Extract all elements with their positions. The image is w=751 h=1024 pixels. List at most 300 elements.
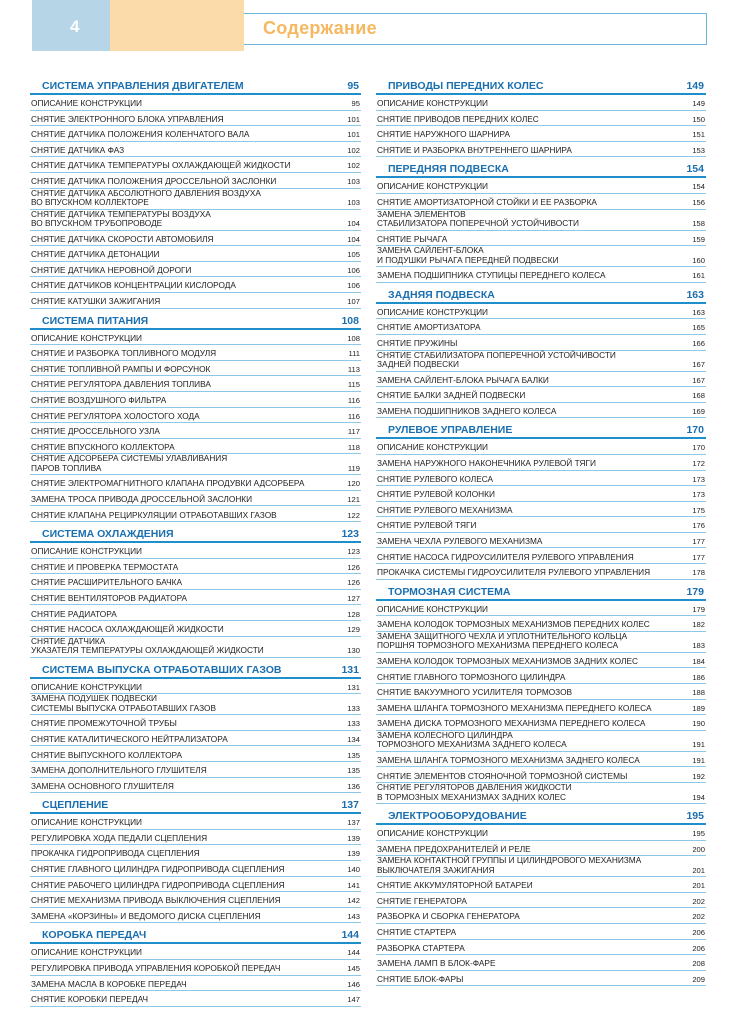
toc-entry-page: 172 (692, 459, 705, 468)
toc-entry-page: 127 (347, 593, 360, 603)
toc-entry[interactable] (376, 825, 706, 841)
toc-entry[interactable] (376, 877, 706, 893)
toc-entry[interactable] (376, 856, 706, 877)
section-page-number: 95 (347, 80, 359, 92)
toc-entry-page: 103 (347, 198, 360, 208)
toc-entry-title: СНЯТИЕ ГЕНЕРАТОРА (377, 895, 467, 906)
toc-entry-title: ОПИСАНИЕ КОНСТРУКЦИИ (31, 681, 143, 692)
toc-entry-title: СНЯТИЕ ДАТЧИКА ТЕМПЕРАТУРЫ ВОЗДУХА ВО ВПУСКНОМ ТРУБОПРОВОДЕ (31, 208, 211, 229)
toc-entry-page: 133 (347, 703, 360, 713)
toc-entry[interactable] (376, 471, 706, 487)
page-title: Содержание (263, 18, 377, 38)
toc-entry-title: СНЯТИЕ СТАРТЕРА (377, 927, 457, 938)
toc-entry-page: 117 (347, 427, 360, 437)
toc-entry-page: 129 (347, 625, 360, 635)
toc-entry-title: СНЯТИЕ ДАТЧИКА СКОРОСТИ АВТОМОБИЛЯ (31, 233, 214, 244)
toc-entry[interactable] (30, 475, 361, 491)
toc-entry-page: 120 (347, 479, 360, 489)
toc-entry[interactable] (30, 814, 361, 830)
toc-entry[interactable] (30, 637, 361, 658)
toc-entry-title: РАЗБОРКА СТАРТЕРА (377, 942, 465, 953)
section-title: ЗАДНЯЯ ПОДВЕСКА (388, 288, 495, 301)
toc-entry[interactable] (30, 605, 361, 621)
toc-entry-title: ОПИСАНИЕ КОНСТРУКЦИИ (377, 828, 489, 839)
toc-column-right (376, 78, 706, 986)
toc-entry-page: 108 (347, 333, 360, 343)
toc-entry-title: ОПИСАНИЕ КОНСТРУКЦИИ (377, 98, 489, 109)
toc-entry-page: 208 (692, 959, 705, 969)
toc-entry-page: 167 (692, 360, 705, 370)
toc-entry-page: 121 (347, 494, 360, 504)
toc-entry-page: 113 (347, 364, 360, 374)
toc-entry-page: 134 (347, 734, 360, 744)
toc-entry[interactable] (30, 157, 361, 173)
toc-entry[interactable] (376, 111, 706, 127)
toc-entry-page: 188 (692, 688, 705, 698)
toc-entry-page: 115 (347, 380, 360, 390)
toc-entry-page: 200 (692, 844, 705, 854)
toc-entry-page: 130 (347, 646, 360, 656)
toc-section-heading[interactable] (376, 422, 706, 439)
toc-entry-page: 165 (692, 323, 705, 333)
toc-entry-title: СНЯТИЕ ДАТЧИКА ФАЗ (31, 144, 125, 155)
toc-entry-title: СНЯТИЕ РАДИАТОРА (31, 608, 117, 619)
toc-entry-page: 170 (692, 443, 705, 453)
toc-entry-page: 133 (347, 719, 360, 729)
toc-entry-page: 101 (347, 130, 360, 140)
toc-entry-title: ЗАМЕНА ОСНОВНОГО ГЛУШИТЕЛЯ (31, 780, 174, 791)
page-number: 4 (70, 17, 80, 36)
toc-entry-page: 140 (347, 865, 360, 875)
toc-section-heading[interactable] (376, 584, 706, 601)
toc-entry[interactable] (376, 601, 706, 617)
toc-entry-title: РЕГУЛИРОВКА ХОДА ПЕДАЛИ СЦЕПЛЕНИЯ (31, 832, 208, 843)
toc-section-heading[interactable] (30, 313, 361, 330)
toc-entry[interactable] (376, 783, 706, 804)
toc-entry[interactable] (30, 559, 361, 575)
toc-column-left (30, 78, 361, 1007)
toc-entry[interactable] (376, 142, 706, 158)
toc-entry-page: 128 (347, 609, 360, 619)
toc-entry[interactable] (30, 361, 361, 377)
toc-entry-title: ПРОКАЧКА СИСТЕМЫ ГИДРОУСИЛИТЕЛЯ РУЛЕВОГО УПРАВЛЕНИЯ (377, 567, 651, 578)
toc-entry[interactable] (376, 126, 706, 142)
toc-entry-page: 190 (692, 719, 705, 729)
toc-entry-title: СНЯТИЕ РУЛЕВОЙ ТЯГИ (377, 520, 477, 531)
toc-entry-page: 153 (692, 145, 705, 155)
toc-entry[interactable] (30, 877, 361, 893)
toc-entry[interactable] (376, 752, 706, 768)
toc-entry-page: 177 (692, 536, 705, 546)
toc-entry[interactable] (376, 700, 706, 716)
toc-entry-title: ЗАМЕНА КОЛОДОК ТОРМОЗНЫХ МЕХАНИЗМОВ ЗАДНИХ КОЛЕС (377, 655, 638, 666)
toc-entry[interactable] (376, 893, 706, 909)
toc-entry[interactable] (376, 940, 706, 956)
section-title: КОРОБКА ПЕРЕДАЧ (42, 929, 147, 942)
toc-entry-title: ЗАМЕНА ШЛАНГА ТОРМОЗНОГО МЕХАНИЗМА ЗАДНЕГО КОЛЕСА (377, 754, 640, 765)
toc-entry-title: ЗАМЕНА «КОРЗИНЫ» И ВЕДОМОГО ДИСКА СЦЕПЛЕНИЯ (31, 910, 261, 921)
toc-entry-page: 154 (692, 182, 705, 192)
toc-entry-page: 209 (692, 974, 705, 984)
toc-entry-page: 104 (347, 234, 360, 244)
toc-entry-title: СНЯТИЕ ДАТЧИКА УКАЗАТЕЛЯ ТЕМПЕРАТУРЫ ОХЛАЖДАЮЩЕЙ ЖИДКОСТИ (31, 635, 264, 656)
toc-entry[interactable] (376, 319, 706, 335)
toc-entry-page: 151 (692, 130, 705, 140)
toc-entry-page: 178 (692, 568, 705, 578)
toc-entry[interactable] (30, 189, 361, 210)
section-title: ПЕРЕДНЯЯ ПОДВЕСКА (388, 163, 509, 176)
toc-entry-title: СНЯТИЕ НАСОСА ГИДРОУСИЛИТЕЛЯ РУЛЕВОГО УПРАВЛЕНИЯ (377, 551, 634, 562)
toc-entry-title: СНЯТИЕ ЭЛЕКТРОННОГО БЛОКА УПРАВЛЕНИЯ (31, 113, 224, 124)
toc-entry-title: СНЯТИЕ ПРИВОДОВ ПЕРЕДНИХ КОЛЕС (377, 113, 539, 124)
toc-entry[interactable] (30, 694, 361, 715)
toc-entry-page: 102 (347, 145, 360, 155)
toc-entry[interactable] (30, 960, 361, 976)
toc-entry[interactable] (30, 210, 361, 231)
toc-entry[interactable] (376, 194, 706, 210)
toc-entry-page: 202 (692, 912, 705, 922)
toc-entry-title: ОПИСАНИЕ КОНСТРУКЦИИ (31, 817, 143, 828)
toc-entry-page: 101 (347, 114, 360, 124)
toc-entry[interactable] (376, 564, 706, 580)
toc-entry-page: 179 (692, 604, 705, 614)
toc-entry-page: 184 (692, 656, 705, 666)
toc-entry-page: 183 (692, 641, 705, 651)
toc-entry[interactable] (376, 372, 706, 388)
toc-entry[interactable] (376, 335, 706, 351)
toc-entry[interactable] (30, 277, 361, 293)
toc-entry-page: 191 (692, 755, 705, 765)
section-page-number: 163 (686, 288, 704, 301)
toc-entry[interactable] (30, 408, 361, 424)
toc-entry[interactable] (30, 376, 361, 392)
toc-section-heading[interactable] (376, 78, 706, 95)
toc-entry[interactable] (30, 908, 361, 924)
toc-entry-title: СНЯТИЕ И РАЗБОРКА ТОПЛИВНОГО МОДУЛЯ (31, 348, 217, 359)
toc-entry-title: ЗАМЕНА САЙЛЕНТ-БЛОКА РЫЧАГА БАЛКИ (377, 374, 549, 385)
toc-entry-title: ЗАМЕНА ЛАМП В БЛОК-ФАРЕ (377, 958, 496, 969)
toc-entry[interactable] (376, 971, 706, 987)
toc-entry-title: СНЯТИЕ ВОЗДУШНОГО ФИЛЬТРА (31, 395, 167, 405)
toc-entry[interactable] (30, 293, 361, 309)
toc-entry-title: СНЯТИЕ ВЕНТИЛЯТОРОВ РАДИАТОРА (31, 592, 188, 603)
toc-entry-page: 182 (692, 620, 705, 630)
toc-entry-page: 144 (347, 948, 360, 958)
toc-entry[interactable] (30, 173, 361, 189)
toc-entry-title: СНЯТИЕ ДАТЧИКА НЕРОВНОЙ ДОРОГИ (31, 264, 192, 275)
toc-entry-title: СНЯТИЕ РАСШИРИТЕЛЬНОГО БАЧКА (31, 577, 183, 588)
toc-entry-title: СНЯТИЕ ВПУСКНОГО КОЛЛЕКТОРА (31, 441, 175, 452)
toc-entry-title: ЗАМЕНА ШЛАНГА ТОРМОЗНОГО МЕХАНИЗМА ПЕРЕДНЕГО КОЛЕСА (377, 702, 652, 713)
toc-entry-title: СНЯТИЕ ДАТЧИКА ПОЛОЖЕНИЯ ДРОССЕЛЬНОЙ ЗАСЛОНКИ (31, 176, 277, 187)
toc-entry-page: 122 (347, 510, 360, 520)
toc-entry-page: 194 (692, 792, 705, 802)
toc-entry[interactable] (30, 95, 361, 111)
toc-entry-title: СНЯТИЕ БЛОК-ФАРЫ (377, 973, 464, 984)
section-page-number: 144 (341, 929, 359, 942)
toc-section-heading[interactable] (30, 927, 361, 944)
toc-entry-title: СНЯТИЕ НАРУЖНОГО ШАРНИРА (377, 129, 511, 140)
toc-entry-title: ЗАМЕНА ЧЕХЛА РУЛЕВОГО МЕХАНИЗМА (377, 535, 543, 546)
toc-entry-title: СНЯТИЕ НАСОСА ОХЛАЖДАЮЩЕЙ ЖИДКОСТИ (31, 624, 224, 635)
toc-entry-title: ЗАМЕНА ПОДШИПНИКА СТУПИЦЫ ПЕРЕДНЕГО КОЛЕСА (377, 270, 606, 281)
toc-entry[interactable] (30, 845, 361, 861)
toc-entry-title: СНЯТИЕ ДАТЧИКОВ КОНЦЕНТРАЦИИ КИСЛОРОДА (31, 280, 236, 291)
toc-entry[interactable] (30, 330, 361, 346)
toc-entry-page: 116 (347, 396, 360, 405)
toc-entry-page: 201 (692, 865, 705, 875)
toc-entry-title: ЗАМЕНА КОЛОДОК ТОРМОЗНЫХ МЕХАНИЗМОВ ПЕРЕДНИХ КОЛЕС (377, 619, 650, 630)
toc-entry[interactable] (30, 892, 361, 908)
toc-entry-page: 149 (692, 99, 705, 109)
toc-entry-page: 192 (692, 771, 705, 781)
toc-entry[interactable] (376, 924, 706, 940)
toc-entry[interactable] (376, 210, 706, 231)
toc-entry-title: СНЯТИЕ СТАБИЛИЗАТОРА ПОПЕРЕЧНОЙ УСТОЙЧИВОСТИ ЗАДНЕЙ ПОДВЕСКИ (377, 349, 616, 370)
toc-entry[interactable] (376, 548, 706, 564)
section-title: ПРИВОДЫ ПЕРЕДНИХ КОЛЕС (388, 80, 544, 92)
toc-entry[interactable] (30, 991, 361, 1007)
toc-section-heading[interactable] (376, 808, 706, 825)
toc-entry[interactable] (30, 439, 361, 455)
toc-entry[interactable] (30, 423, 361, 439)
toc-entry-title: СНЯТИЕ КОРОБКИ ПЕРЕДАЧ (31, 994, 148, 1005)
toc-entry-title: СНЯТИЕ РЕГУЛЯТОРА ДАВЛЕНИЯ ТОПЛИВА (31, 379, 211, 390)
toc-entry-title: СНЯТИЕ КАТАЛИТИЧЕСКОГО НЕЙТРАЛИЗАТОРА (31, 733, 228, 744)
toc-entry[interactable] (30, 762, 361, 778)
toc-entry[interactable] (376, 502, 706, 518)
toc-entry-page: 156 (692, 198, 705, 208)
toc-entry-page: 189 (692, 703, 705, 713)
toc-entry[interactable] (30, 392, 361, 408)
toc-entry[interactable] (30, 590, 361, 606)
toc-entry-title: ОПИСАНИЕ КОНСТРУКЦИИ (377, 306, 489, 317)
toc-entry[interactable] (376, 533, 706, 549)
toc-entry-page: 143 (347, 911, 360, 921)
toc-section-heading[interactable] (376, 161, 706, 178)
toc-entry-title: ОПИСАНИЕ КОНСТРУКЦИИ (31, 546, 143, 557)
toc-entry[interactable] (376, 731, 706, 752)
toc-entry-page: 173 (692, 490, 705, 500)
section-title: ТОРМОЗНАЯ СИСТЕМА (388, 585, 511, 598)
toc-entry-page: 136 (347, 781, 360, 791)
toc-entry-title: ЗАМЕНА ЭЛЕМЕНТОВ СТАБИЛИЗАТОРА ПОПЕРЕЧНОЙ УСТОЙЧИВОСТИ (377, 208, 580, 229)
toc-entry[interactable] (376, 632, 706, 653)
toc-entry[interactable] (376, 517, 706, 533)
toc-entry[interactable] (30, 126, 361, 142)
section-title: СИСТЕМА ПИТАНИЯ (42, 314, 149, 327)
toc-entry[interactable] (30, 454, 361, 475)
toc-entry-page: 106 (347, 265, 360, 275)
section-page-number: 137 (341, 799, 359, 812)
toc-entry-page: 158 (692, 219, 705, 229)
toc-entry-page: 104 (347, 219, 360, 229)
toc-entry[interactable] (30, 491, 361, 507)
toc-section-heading[interactable] (30, 526, 361, 543)
section-page-number: 131 (341, 663, 359, 676)
toc-entry[interactable] (376, 351, 706, 372)
toc-entry-title: СНЯТИЕ ДРОССЕЛЬНОГО УЗЛА (31, 426, 160, 437)
toc-entry[interactable] (30, 262, 361, 278)
toc-entry[interactable] (30, 715, 361, 731)
toc-entry-title: ЗАМЕНА МАСЛА В КОРОБКЕ ПЕРЕДАЧ (31, 978, 187, 989)
toc-entry-page: 176 (692, 521, 705, 531)
toc-entry-page: 105 (347, 250, 360, 260)
toc-entry[interactable] (30, 506, 361, 522)
toc-entry-page: 118 (347, 442, 360, 452)
toc-entry-title: РЕГУЛИРОВКА ПРИВОДА УПРАВЛЕНИЯ КОРОБКОЙ ПЕРЕДАЧ (31, 963, 281, 974)
toc-entry[interactable] (30, 574, 361, 590)
toc-entry-title: СНЯТИЕ И РАЗБОРКА ВНУТРЕННЕГО ШАРНИРА (377, 144, 572, 155)
toc-section-heading[interactable] (30, 662, 361, 679)
toc-entry-page: 159 (692, 234, 705, 244)
toc-entry-title: СНЯТИЕ РЕГУЛЯТОРОВ ДАВЛЕНИЯ ЖИДКОСТИ В ТОРМОЗНЫХ МЕХАНИЗМАХ ЗАДНИХ КОЛЕС (377, 782, 572, 802)
toc-entry-title: СНЯТИЕ ЭЛЕКТРОМАГНИТНОГО КЛАПАНА ПРОДУВКИ АДСОРБЕРА (31, 478, 305, 489)
toc-entry-title: РАЗБОРКА И СБОРКА ГЕНЕРАТОРА (377, 911, 520, 922)
toc-entry-title: СНЯТИЕ ПРОМЕЖУТОЧНОЙ ТРУБЫ (31, 718, 177, 729)
toc-entry[interactable] (30, 621, 361, 637)
section-title: СЦЕПЛЕНИЕ (42, 799, 109, 812)
toc-entry-title: СНЯТИЕ АДСОРБЕРА СИСТЕМЫ УЛАВЛИВАНИЯ ПАРОВ ТОПЛИВА (31, 453, 228, 473)
toc-entry[interactable] (376, 267, 706, 283)
toc-entry[interactable] (376, 767, 706, 783)
toc-entry-page: 167 (692, 375, 705, 385)
toc-entry-page: 102 (347, 161, 360, 171)
toc-entry-page: 116 (347, 411, 360, 421)
toc-entry[interactable] (30, 543, 361, 559)
toc-entry-title: СНЯТИЕ ТОПЛИВНОЙ РАМПЫ И ФОРСУНОК (31, 363, 211, 374)
toc-entry[interactable] (376, 178, 706, 194)
header-accent-block (110, 0, 244, 51)
toc-entry[interactable] (30, 231, 361, 247)
toc-entry[interactable] (30, 111, 361, 127)
toc-entry[interactable] (376, 455, 706, 471)
toc-entry-title: СНЯТИЕ РЫЧАГА (377, 233, 448, 244)
toc-entry[interactable] (376, 668, 706, 684)
toc-entry[interactable] (30, 679, 361, 695)
toc-entry-title: СНЯТИЕ КЛАПАНА РЕЦИРКУЛЯЦИИ ОТРАБОТАВШИХ ГАЗОВ (31, 509, 277, 520)
section-title: РУЛЕВОЕ УПРАВЛЕНИЕ (388, 424, 513, 437)
section-title: СИСТЕМА ОХЛАЖДЕНИЯ (42, 528, 174, 541)
toc-entry[interactable] (376, 403, 706, 419)
toc-entry-title: ЗАМЕНА ПРЕДОХРАНИТЕЛЕЙ И РЕЛЕ (377, 843, 531, 854)
toc-entry-page: 106 (347, 281, 360, 291)
toc-entry-page: 150 (692, 114, 705, 124)
toc-entry-title: СНЯТИЕ ДАТЧИКА ДЕТОНАЦИИ (31, 249, 160, 260)
toc-entry-page: 166 (692, 339, 705, 349)
toc-entry[interactable] (376, 246, 706, 267)
toc-entry-page: 139 (347, 833, 360, 843)
toc-entry[interactable] (30, 830, 361, 846)
toc-entry-page: 160 (692, 255, 705, 265)
toc-entry-title: ПРОКАЧКА ГИДРОПРИВОДА СЦЕПЛЕНИЯ (31, 848, 200, 859)
toc-entry-title: СНЯТИЕ РАБОЧЕГО ЦИЛИНДРА ГИДРОПРИВОДА СЦЕПЛЕНИЯ (31, 879, 285, 890)
toc-entry[interactable] (30, 731, 361, 747)
section-page-number: 195 (686, 810, 704, 822)
toc-entry-title: ЗАМЕНА НАРУЖНОГО НАКОНЕЧНИКА РУЛЕВОЙ ТЯГИ (377, 458, 596, 468)
toc-entry-page: 135 (347, 766, 360, 776)
toc-section-heading[interactable] (30, 797, 361, 814)
toc-entry[interactable] (30, 345, 361, 361)
toc-entry[interactable] (30, 778, 361, 794)
toc-entry-title: СНЯТИЕ БАЛКИ ЗАДНЕЙ ПОДВЕСКИ (377, 390, 526, 401)
toc-entry[interactable] (376, 955, 706, 971)
toc-entry[interactable] (376, 616, 706, 632)
toc-entry-page: 135 (347, 750, 360, 760)
toc-entry-title: СНЯТИЕ РУЛЕВОЙ КОЛОНКИ (377, 489, 495, 500)
toc-entry[interactable] (376, 841, 706, 857)
toc-entry-page: 175 (692, 505, 705, 515)
toc-entry-title: ОПИСАНИЕ КОНСТРУКЦИИ (377, 442, 489, 453)
toc-entry[interactable] (30, 861, 361, 877)
toc-entry-page: 95 (351, 99, 360, 109)
toc-entry-page: 145 (347, 964, 360, 974)
toc-entry-page: 173 (692, 474, 705, 484)
toc-entry-page: 146 (347, 979, 360, 989)
toc-entry[interactable] (30, 142, 361, 158)
toc-entry[interactable] (30, 976, 361, 992)
toc-entry[interactable] (376, 684, 706, 700)
toc-entry-page: 126 (347, 562, 360, 572)
toc-entry[interactable] (376, 653, 706, 669)
section-title: СИСТЕМА ВЫПУСКА ОТРАБОТАВШИХ ГАЗОВ (42, 663, 282, 676)
toc-entry-page: 103 (347, 177, 360, 187)
toc-entry-page: 119 (347, 463, 360, 473)
toc-entry[interactable] (376, 715, 706, 731)
toc-entry-title: СНЯТИЕ ДАТЧИКА АБСОЛЮТНОГО ДАВЛЕНИЯ ВОЗДУХА ВО ВПУСКНОМ КОЛЛЕКТОРЕ (31, 187, 261, 208)
section-page-number: 154 (686, 163, 704, 176)
toc-entry-title: СНЯТИЕ РУЛЕВОГО КОЛЕСА (377, 473, 494, 484)
toc-entry-page: 191 (692, 740, 705, 750)
page-number-box (32, 0, 110, 51)
toc-entry-page: 111 (348, 349, 360, 359)
toc-entry-title: СНЯТИЕ ГЛАВНОГО ЦИЛИНДРА ГИДРОПРИВОДА СЦЕПЛЕНИЯ (31, 864, 285, 875)
toc-entry[interactable] (376, 95, 706, 111)
toc-entry-page: 123 (347, 547, 360, 557)
section-page-number: 170 (686, 424, 704, 437)
toc-entry-title: ОПИСАНИЕ КОНСТРУКЦИИ (31, 332, 143, 343)
toc-section-heading[interactable] (30, 78, 361, 95)
toc-entry[interactable] (30, 246, 361, 262)
section-page-number: 179 (686, 585, 704, 598)
toc-entry-page: 163 (692, 307, 705, 317)
toc-entry[interactable] (30, 944, 361, 960)
section-page-number: 123 (341, 528, 359, 541)
toc-entry-title: СНЯТИЕ ЭЛЕМЕНТОВ СТОЯНОЧНОЙ ТОРМОЗНОЙ СИСТЕМЫ (377, 770, 628, 781)
toc-entry-page: 202 (692, 896, 705, 906)
toc-entry-title: СНЯТИЕ ДАТЧИКА ТЕМПЕРАТУРЫ ОХЛАЖДАЮЩЕЙ ЖИДКОСТИ (31, 160, 291, 171)
toc-entry-page: 186 (692, 672, 705, 682)
toc-entry[interactable] (376, 387, 706, 403)
toc-entry-title: ЗАМЕНА ЗАЩИТНОГО ЧЕХЛА И УПЛОТНИТЕЛЬНОГО КОЛЬЦА ПОРШНЯ ТОРМОЗНОГО МЕХАНИЗМА ПЕРЕДНЕГО КОЛЕСА (377, 630, 628, 651)
toc-entry[interactable] (376, 908, 706, 924)
toc-entry[interactable] (376, 304, 706, 320)
toc-entry[interactable] (30, 746, 361, 762)
toc-entry-page: 147 (347, 995, 360, 1005)
toc-entry-page: 206 (692, 943, 705, 953)
toc-entry-page: 107 (347, 297, 360, 307)
toc-entry-title: ОПИСАНИЕ КОНСТРУКЦИИ (31, 98, 143, 109)
toc-entry[interactable] (376, 231, 706, 247)
toc-entry-title: СНЯТИЕ АМОРТИЗАТОРНОЙ СТОЙКИ И ЕЕ РАЗБОРКА (377, 197, 597, 208)
toc-section-heading[interactable] (376, 287, 706, 304)
toc-entry[interactable] (376, 486, 706, 502)
toc-entry-title: СНЯТИЕ МЕХАНИЗМА ПРИВОДА ВЫКЛЮЧЕНИЯ СЦЕПЛЕНИЯ (31, 895, 281, 906)
toc-entry-page: 169 (692, 406, 705, 416)
toc-entry[interactable] (376, 439, 706, 455)
toc-entry-title: СНЯТИЕ И ПРОВЕРКА ТЕРМОСТАТА (31, 561, 179, 572)
toc-entry-title: СНЯТИЕ ПРУЖИНЫ (377, 338, 458, 349)
